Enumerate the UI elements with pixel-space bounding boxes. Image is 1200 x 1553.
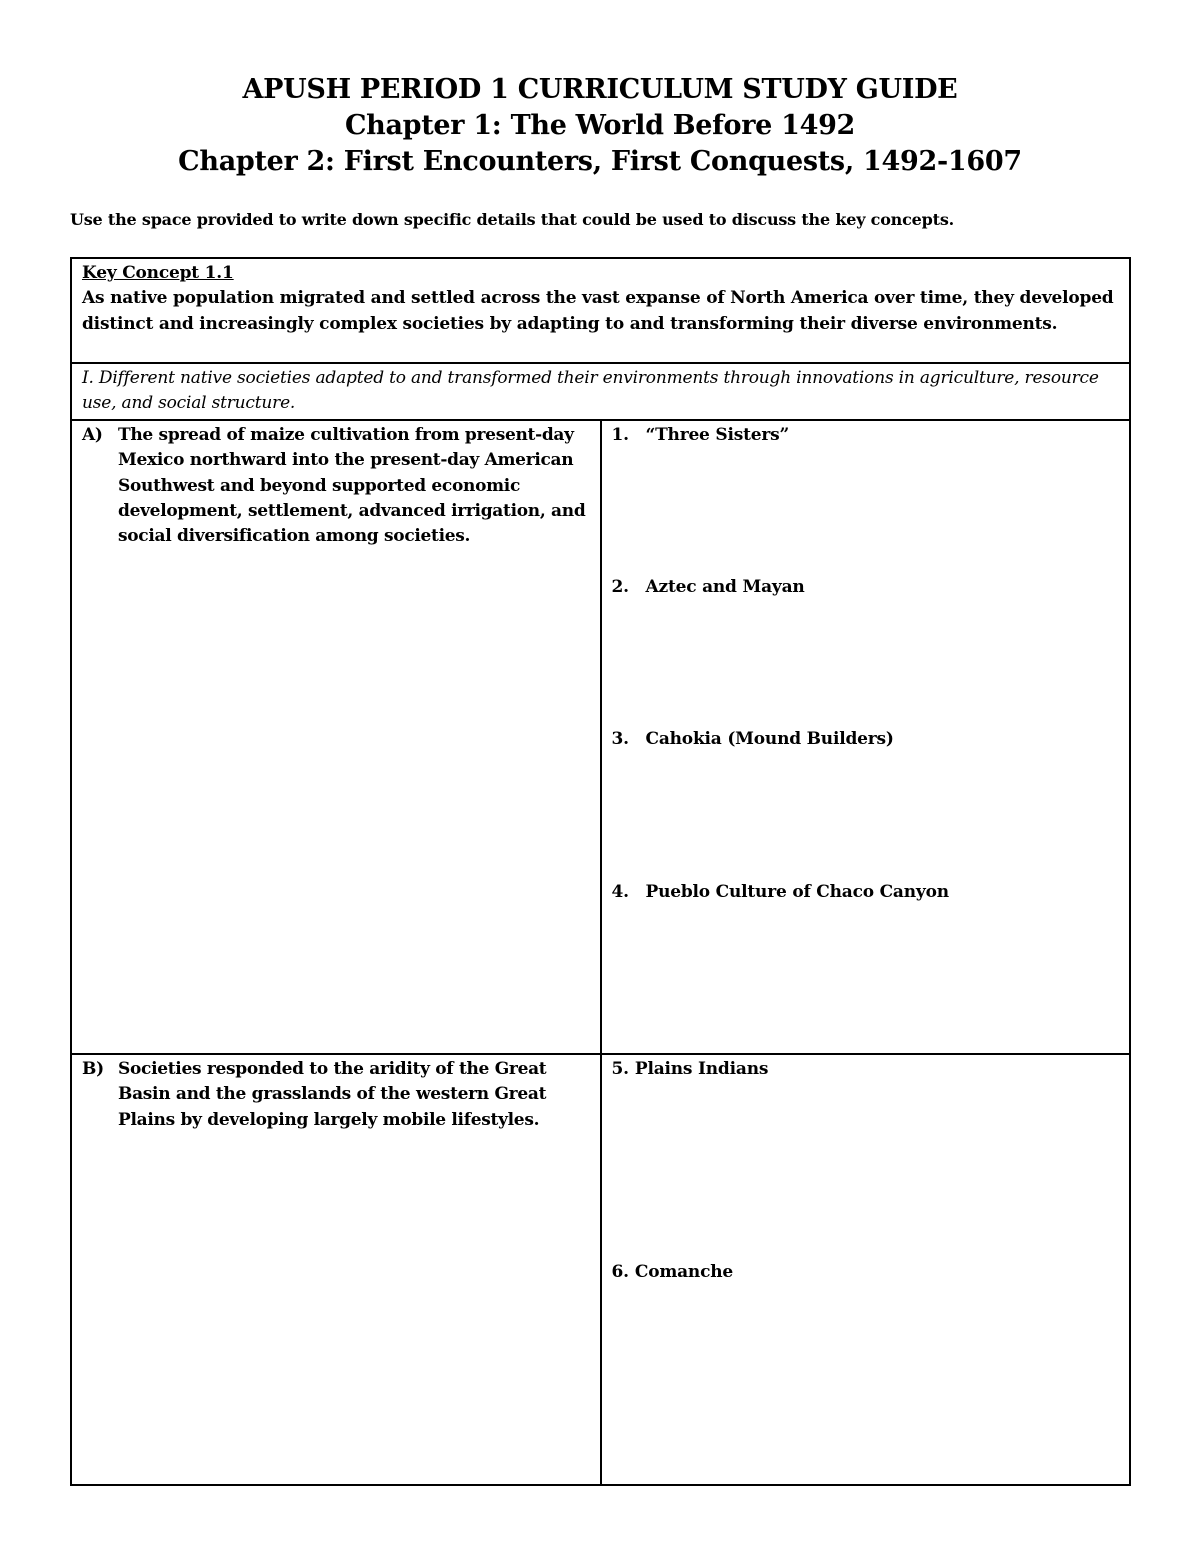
key-concept-cell bbox=[71, 258, 1130, 363]
section-b-description-cell bbox=[71, 1054, 601, 1485]
subtopic-cell bbox=[71, 363, 1130, 420]
section-b-letter: B) bbox=[82, 1058, 104, 1079]
section-b-text: Societies responded to the aridity of the Great Basin and the grasslands of the western Great Plains by developing largely mobile lifestyles. bbox=[118, 1058, 547, 1130]
item-1-label: “Three Sisters” bbox=[645, 424, 790, 445]
chapter-1-title: Chapter 1: The World Before 1492 bbox=[344, 110, 856, 141]
item-1-number: 1. bbox=[611, 424, 629, 445]
list-item bbox=[612, 575, 805, 600]
item-2-number: 2. bbox=[611, 576, 629, 597]
item-3-number: 3. bbox=[611, 728, 629, 749]
section-b-notes-cell[interactable] bbox=[601, 1054, 1131, 1485]
list-item bbox=[612, 1260, 734, 1285]
section-a-notes-cell[interactable] bbox=[601, 420, 1131, 1054]
item-4-number: 4. bbox=[611, 881, 629, 902]
list-item bbox=[612, 880, 949, 905]
key-concept-label: Key Concept 1.1 bbox=[82, 263, 234, 283]
instructions-text: Use the space provided to write down specific details that could be used to discuss the key concepts. bbox=[70, 210, 954, 229]
item-5-number: 5. bbox=[611, 1058, 629, 1079]
item-3-label: Cahokia (Mound Builders) bbox=[645, 728, 894, 749]
list-item bbox=[612, 1057, 769, 1082]
list-item bbox=[612, 727, 894, 752]
document-title: APUSH PERIOD 1 CURRICULUM STUDY GUIDE bbox=[242, 74, 958, 105]
study-guide-table bbox=[70, 257, 1131, 1486]
item-4-label: Pueblo Culture of Chaco Canyon bbox=[645, 881, 949, 902]
section-a-text: The spread of maize cultivation from present-day Mexico northward into the present-day American Southwest and beyond supported economic development, settlement, advanced irrigation, and social diversification among societies. bbox=[118, 424, 586, 547]
item-2-label: Aztec and Mayan bbox=[645, 576, 805, 597]
item-6-label: Comanche bbox=[634, 1261, 734, 1282]
key-concept-text: As native population migrated and settled across the vast expanse of North America over time, they developed distinct and increasingly complex societies by adapting to and transforming their diverse environments. bbox=[82, 288, 1114, 334]
item-6-number: 6. bbox=[611, 1261, 629, 1282]
list-item bbox=[612, 423, 790, 448]
section-a-letter: A) bbox=[82, 424, 103, 445]
section-a-description-cell bbox=[71, 420, 601, 1054]
document-header bbox=[0, 72, 1200, 180]
chapter-2-title: Chapter 2: First Encounters, First Conquests, 1492-1607 bbox=[178, 146, 1022, 177]
subtopic-text: I. Different native societies adapted to and transformed their environments through innovations in agriculture, resource use, and social structure. bbox=[82, 368, 1099, 414]
item-5-label: Plains Indians bbox=[634, 1058, 769, 1079]
